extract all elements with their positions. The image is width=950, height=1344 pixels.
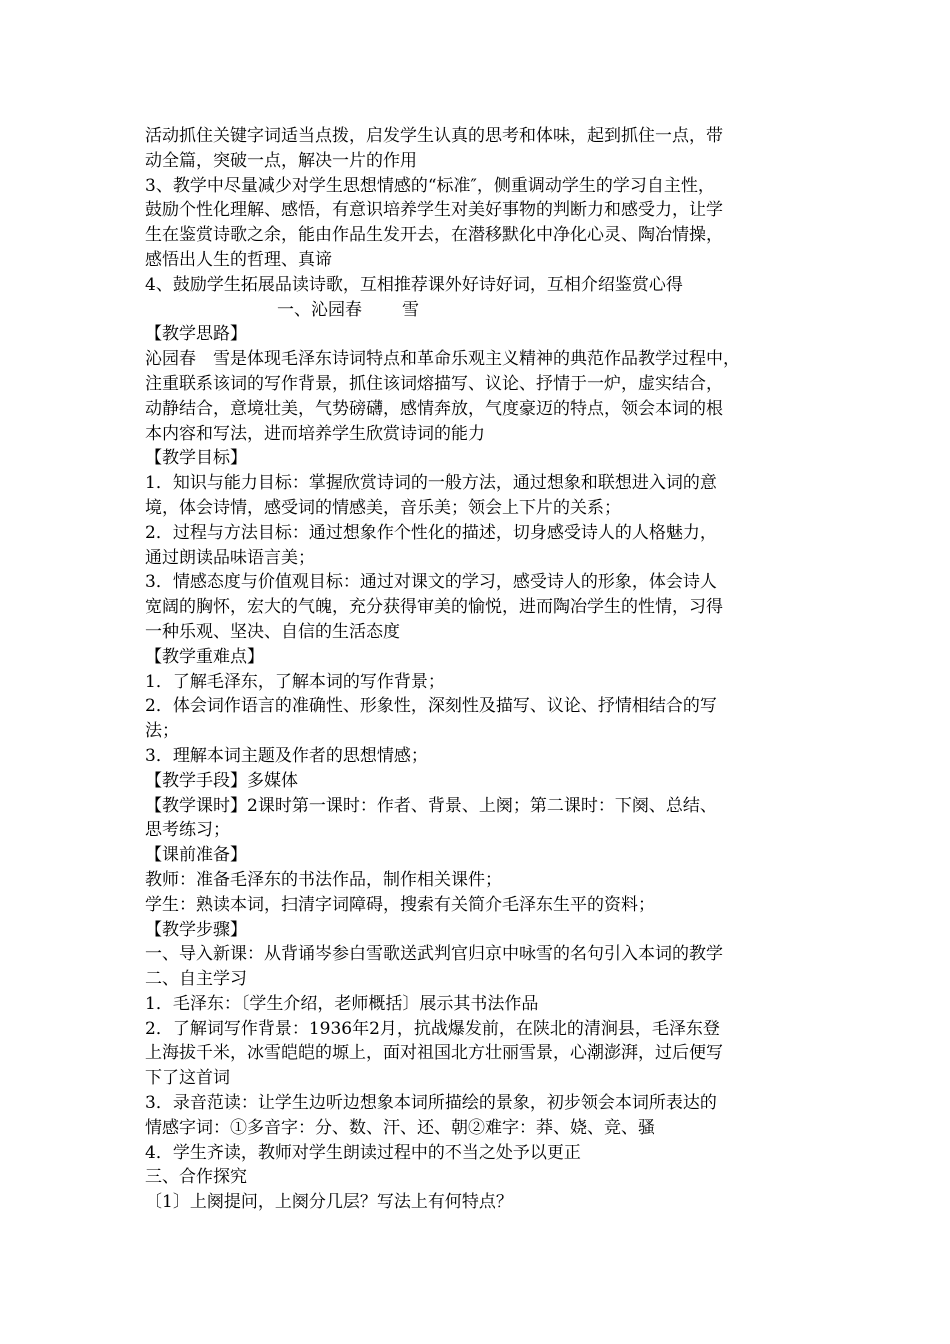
text-line: 法； xyxy=(145,721,179,742)
text-line: 境，体会诗情，感受词的情感美，音乐美；领会上下片的关系； xyxy=(145,497,621,518)
text-line: 本内容和写法，进而培养学生欣赏诗词的能力 xyxy=(145,423,485,444)
text-line: 沁园春 雪是体现毛泽东诗词特点和革命乐观主义精神的典范作品教学过程中， xyxy=(145,349,740,370)
section-heading: 【课前准备】 xyxy=(145,845,247,866)
text-line: 3、教学中尽量减少对学生思想情感的“标准″，侧重调动学生的学习自主性， xyxy=(145,175,715,196)
text-line: 2．过程与方法目标：通过想象作个性化的描述，切身感受诗人的人格魅力， xyxy=(145,522,717,543)
section-title xyxy=(145,298,815,323)
text-line: 一、导入新课：从背诵岑参白雪歌送武判官归京中咏雪的名句引入本词的教学 xyxy=(145,944,723,965)
section-heading: 【教学思路】 xyxy=(145,324,247,345)
text-line: 1．了解毛泽东，了解本词的写作背景； xyxy=(145,671,445,692)
text-line: 下了这首词 xyxy=(145,1068,230,1089)
section-title-main: 一、沁园春 xyxy=(277,299,362,320)
text-line: 3．理解本词主题及作者的思想情感； xyxy=(145,745,428,766)
text-line: 动全篇，突破一点，解决一片的作用 xyxy=(145,150,417,171)
text-line: 动静结合，意境壮美，气势磅礴，感情奔放，气度豪迈的特点，领会本词的根 xyxy=(145,398,723,419)
text-line: 【教学课时】2课时第一课时：作者、背景、上阕；第二课时：下阕、总结、 xyxy=(145,795,717,816)
text-line: 注重联系该词的写作背景，抓住该词熔描写、议论、抒情于一炉，虚实结合， xyxy=(145,373,723,394)
section-title-sub: 雪 xyxy=(402,299,419,320)
text-line: 生在鉴赏诗歌之余，能由作品生发开去，在潜移默化中净化心灵、陶冶情操， xyxy=(145,225,723,246)
text-line: 鼓励个性化理解、感悟，有意识培养学生对美好事物的判断力和感受力，让学 xyxy=(145,200,723,221)
text-line: 一种乐观、坚决、自信的生活态度 xyxy=(145,621,400,642)
document-page xyxy=(145,124,815,1215)
section-heading: 【教学目标】 xyxy=(145,448,247,469)
text-line: 〔1〕上阕提问，上阕分几层？写法上有何特点？ xyxy=(145,1192,513,1213)
section-heading: 【教学步骤】 xyxy=(145,919,247,940)
text-line: 1．知识与能力目标：掌握欣赏诗词的一般方法，通过想象和联想进入词的意 xyxy=(145,473,717,494)
text-line: 4、鼓励学生拓展品读诗歌，互相推荐课外好诗好词，互相介绍鉴赏心得 xyxy=(145,274,683,295)
text-line: 4．学生齐读，教师对学生朗读过程中的不当之处予以更正 xyxy=(145,1142,581,1163)
text-line: 上海拔千米，冰雪皑皑的塬上，面对祖国北方壮丽雪景，心潮澎湃，过后便写 xyxy=(145,1043,723,1064)
text-line: 感悟出人生的哲理、真谛 xyxy=(145,249,332,270)
text-line: 3．情感态度与价值观目标：通过对课文的学习，感受诗人的形象，体会诗人 xyxy=(145,572,717,593)
text-line: 二、自主学习 xyxy=(145,969,247,990)
text-line: 学生：熟读本词，扫清字词障碍，搜索有关简介毛泽东生平的资料； xyxy=(145,894,655,915)
text-line: 活动抓住关键字词适当点拨，启发学生认真的思考和体味，起到抓住一点，带 xyxy=(145,126,723,146)
text-line: 思考练习； xyxy=(145,820,230,841)
text-line: 通过朗读品味语言美； xyxy=(145,547,315,568)
text-line: 教师：准备毛泽东的书法作品，制作相关课件； xyxy=(145,869,502,890)
text-line: 【教学手段】多媒体 xyxy=(145,770,298,791)
text-line: 2．了解词写作背景：1936年2月，抗战爆发前，在陕北的清涧县，毛泽东登 xyxy=(145,1018,720,1039)
text-line: 宽阔的胸怀，宏大的气魄，充分获得审美的愉悦，进而陶冶学生的性情，习得 xyxy=(145,597,723,618)
text-line: 2．体会词作语言的准确性、形象性，深刻性及描写、议论、抒情相结合的写 xyxy=(145,696,717,717)
text-line: 情感字词：①多音字：分、数、汗、还、朝②难字：莽、娆、竞、骚 xyxy=(145,1117,655,1138)
text-line: 1．毛泽东：〔学生介绍，老师概括〕展示其书法作品 xyxy=(145,993,539,1014)
text-line: 三、合作探究 xyxy=(145,1167,247,1188)
section-heading: 【教学重难点】 xyxy=(145,646,264,667)
text-line: 3．录音范读：让学生边听边想象本词所描绘的景象，初步领会本词所表达的 xyxy=(145,1093,717,1114)
